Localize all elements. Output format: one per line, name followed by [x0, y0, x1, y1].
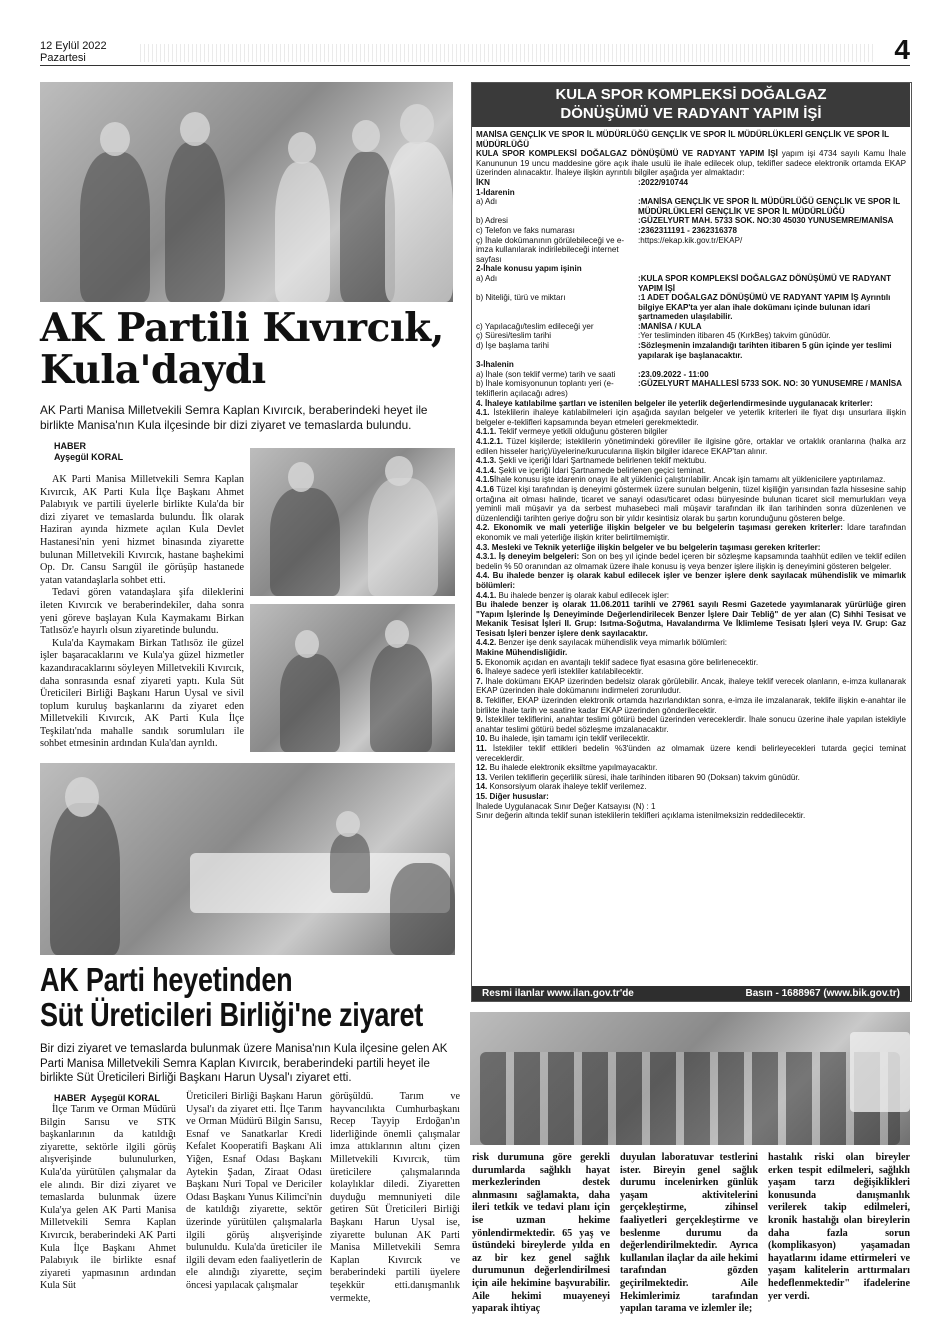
ilan-info-key: 1-İdarenin: [476, 187, 515, 197]
article3-col3: hastalık riski olan bireyler erken tespit edilmeleri, sağlıklı yaşam tarzı değişiklikleri konusunda danışmanlık verilerek takip edilmeleri, kronik hastalığı olan bireylerin daha fazla sorun (komplikasyon) yaşamadan hayatlarını idame ettirmeleri ve yaşam kalitelerin arttırmaları hedeflenmektedir" ifadelerine yer verdi.: [768, 1152, 910, 1302]
article3-col1: risk durumuna göre gerekli durumlarda sağlıklı hayat merkezlerinden destek alınmasını sağlamakta, daha ileri tetkik ve tedavi planı için ise uzman hekime yönlendirmektedir. 65 yaş ve üstündeki bireylerde yılda en az bir kez genel sağlık durumunun değerlendirilmesi için aile hekimine başvurabilir. Aile hekimi muayeneyi yaparak ihtiyaç: [472, 1152, 610, 1315]
ilan-info-row: [476, 322, 906, 332]
issue-weekday: Pazartesi: [40, 52, 86, 64]
ilan-info-key: d) İşe başlama tarihi: [476, 341, 549, 351]
ilan-info-row: [476, 236, 906, 265]
article2-title: AK Parti heyetinden Süt Üreticileri Birliği'ne ziyaret: [40, 961, 424, 1033]
photo-group: [470, 1012, 910, 1145]
page-number: 4: [894, 34, 910, 65]
ilan-info-row: [476, 360, 906, 370]
ilan-footer: [472, 986, 910, 1001]
article1-title: AK Partili Kıvırcık, Kula'daydı: [40, 305, 444, 393]
ilan-info-row: [476, 331, 906, 341]
ilan-condition: 4.1.3. Şekli ve içeriği İdari Şartnamede belirlenen teklif mektubu.: [476, 456, 707, 466]
ilan-info-key: 2-İhale konusu yapım işinin: [476, 264, 582, 274]
ilan-info-value: :MANİSA GENÇLİK VE SPOR İL MÜDÜRLÜĞÜ GENÇLİK VE SPOR İL MÜDÜRLÜKLERİ GENÇLİK VE SPOR İL MÜDÜRLÜĞÜ: [638, 197, 901, 216]
ilan-body: [476, 130, 906, 821]
ilan-info-row: [476, 264, 906, 274]
ilan-condition: 4.1.1. Teklif vermeye yetkili olduğunu gösteren bilgiler: [476, 427, 668, 437]
ilan-condition: Sınır değerin altında teklif sunan isteklilerin teklifleri açıklama istenilmeksizin reddedilecektir.: [476, 811, 806, 821]
ilan-condition: 6. İhaleye sadece yerli istekliler katılabilecektir.: [476, 667, 644, 677]
ilan-condition: 14. Konsorsiyum olarak ihaleye teklif verilemez.: [476, 782, 647, 792]
ilan-condition: 4.4.2. Benzer işe denk sayılacak mühendislik veya mimarlık bölümleri:: [476, 638, 728, 648]
ilan-info-row: [476, 197, 906, 216]
ilan-condition: 4.3.1. İş deneyim belgeleri: Son on beş yıl içinde bedel içeren bir sözleşme kapsamında taahhüt edilen ve teklif edilen bedelin % 50 oranından az olmamak üzere ihale konusu iş veya benzer işlere ilişkin iş deneyimini gösteren belgeler.: [476, 552, 906, 571]
ilan-condition: Makine Mühendisliğidir.: [476, 648, 568, 658]
issue-date: 12 Eylül 2022: [40, 40, 107, 52]
header-hatch: [140, 44, 875, 62]
ilan-condition: 4.1.4. Şekli ve içeriği İdari Şartnamede belirlenen geçici teminat.: [476, 465, 706, 475]
ilan-condition: 7. İhale dokümanı EKAP üzerinden bedelsiz olarak görülebilir. Ancak, ihaleye teklif verecek olanların, e-imza kullanarak EKAP üzerinden ihale dokümanını indirmeleri zorunludur.: [476, 676, 906, 696]
article2-col1: İlçe Tarım ve Orman Müdürü Bilgin Sarısu ve STK başkanlarının da katıldığı ziyarette, sektörle ilgili görüş alışverişinde bulunulurken, Kula'da yürütülen çalışmalar da ele alındı. Bir dizi ziyaret ve temaslarda bulunmak üzere Kula'ya gelen AK Parti Manisa Milletvekili Semra Kaplan Kıvırcık, beraberindeki AK Parti Kula İlçe Başkanı Ahmet Palabıyık ile birlikte esnaf ziyareti yapmasının ardından Kula Süt: [40, 1104, 176, 1292]
ilan-info-row: [476, 226, 906, 236]
ilan-condition: 8. Teklifler, EKAP üzerinden elektronik ortamda hazırlandıktan sonra, e-imza ile imzalanarak, teklife ilişkin e-anahtar ile birlikte ihale tarih ve saatine kadar EKAP üzerinden gönderilecektir.: [476, 696, 906, 715]
photo-handshake-elder: [250, 448, 455, 596]
ilan-condition: 4.4.1. Bu ihalede benzer iş olarak kabul edilecek işler:: [476, 590, 670, 600]
ilan-info-value: :GÜZELYURT MAH. 5733 SOK. NO:30 45030 YUNUSEMRE/MANİSA: [638, 216, 894, 226]
article3-col2: duyulan laboratuvar testlerini ister. Bireyin genel sağlık durumu incelenirken günlük yaşam aktivitelerini gerçekleştirme, zihinsel faaliyetleri gerçekleştirme ve beslenme durumu da değerlendirilmektedir. Ayrıca kullanılan ilaçlar da aile hekimi tarafından gözden geçirilmektedir. Aile Hekimlerimiz tarafından yapılan tarama ve izlemler ile;: [620, 1152, 758, 1315]
ilan-info-key: c) Telefon ve faks numarası: [476, 225, 575, 235]
ilan-info-value: :1 ADET DOĞALGAZ DÖNÜŞÜMÜ VE RADYANT YAPIM İŞ Ayrıntılı bilgiye EKAP'ta yer alan ihale dokümanı içinde bulunan idari şartnameden ulaşılabilir.: [638, 293, 891, 322]
ilan-condition: 4.2. Ekonomik ve mali yeterliğe ilişkin belgeler ve bu belgelerin taşıması gereken kriterler: İdare tarafından ekonomik ve mali yeterliğe ilişkin kriter belirtilmemiştir.: [476, 523, 906, 542]
ilan-condition: 13. Verilen tekliflerin geçerlilik süresi, ihale tarihinden itibaren 90 (Doksan) takvim günüdür.: [476, 772, 800, 782]
ilan-condition: 9. İstekliler tekliflerini, anahtar teslimi götürü bedel üzerinden vereceklerdir. İhale sonucu üzerine ihale yapılan istekliyle anahtar teslimi götürü bedel sözleşme imzalanacaktır.: [476, 715, 906, 734]
ilan-info-key: b) İhale komisyonunun toplantı yeri (e-tekliflerin açılacağı adres): [476, 379, 614, 399]
ilan-condition: Bu ihalede benzer iş olarak 11.06.2011 tarihli ve 27961 sayılı Resmi Gazetede yayımlanarak yürürlüğe giren "Yapım İşlerinde İş Deneyiminde Değerlendirilecek Benzer İşlere Dair Tebliğ" de yer alan (C) Sıhhi Tesisat ve Mekanik Tesisat İşleri II. Grup: Isıtma-Soğutma, Havalandırma Ve İklimleme Tesisatı İşleri veya IV. Grup: Gaz Tesisatı İşleri benzer işlere denk sayılacaktır.: [476, 600, 906, 638]
ilan-info-row: [476, 216, 906, 226]
ilan-condition: 4.3. Mesleki ve Teknik yeterliğe ilişkin belgeler ve bu belgelerin taşıması gereken kriterler:: [476, 542, 821, 552]
article2-col3: görüşüldü. Tarım ve hayvancılıkta Cumhurbaşkanı Recep Tayyip Erdoğan'ın liderliğinde önemli çalışmalar imza attıklarının altını çizen Milletvekili Kıvırcık, tüm üreticilere çalışmalarında kolaylıklar diledi. Ziyaretten duyduğu memnuniyeti dile getiren Süt Üreticileri Birliği Başkanı Harun Uysal ise, ziyarette bulunan AK Parti Manisa Milletvekili Semra Kaplan Kıvırcık ve beraberindeki partili üyelere teşekkür etti.danışmanlık vermekte,: [330, 1091, 460, 1304]
ilan-info-value: :KULA SPOR KOMPLEKSİ DOĞALGAZ DÖNÜŞÜMÜ VE RADYANT YAPIM İŞİ: [638, 273, 892, 293]
ilan-info-row: [476, 178, 906, 188]
ilan-intro: KULA SPOR KOMPLEKSİ DOĞALGAZ DÖNÜŞÜMÜ VE RADYANT YAPIM İŞİ yapım işi 4734 sayılı Kamu İhale Kanununun 19 uncu maddesine göre açık ihale usulü ile ihale edilecek olup, teklifler sadece elektronik ortamda EKAP üzerinden alınacaktır. İhaleye ilişkin ayrıntılı bilgiler aşağıda yer almaktadır:: [476, 149, 906, 178]
ilan-info-value: [638, 360, 906, 370]
ilan-info-row: [476, 188, 906, 198]
ilan-info-key: a) Adı: [476, 273, 498, 283]
article2-byline: HABER Ayşegül KORAL: [54, 1093, 160, 1103]
ilan-info-key: b) Niteliği, türü ve miktarı: [476, 293, 566, 303]
ilan-info-row: [476, 274, 906, 293]
ilan-info-key: ç) Süresi/teslim tarihi: [476, 331, 552, 341]
ilan-footer-right: Basın - 1688967 (www.bik.gov.tr): [745, 988, 900, 999]
article2-lead: Bir dizi ziyaret ve temaslarda bulunmak üzere Manisa'nın Kula ilçesine gelen AK Parti Manisa Milletvekili Semra Kaplan Kıvırcık, beraberindeki partili heyet ile birlikte Süt Üreticileri Birliği Başkanı Harun Uysal'ı ziyaret etti.: [40, 1043, 448, 1084]
ilan-info-value: :2022/910744: [638, 177, 688, 187]
ilan-title: KULA SPOR KOMPLEKSİ DOĞALGAZ DÖNÜŞÜMÜ VE RADYANT YAPIM İŞİ: [472, 83, 910, 127]
ilan-info-row: [476, 341, 906, 360]
article2-col2: Üreticileri Birliği Başkanı Harun Uysal'ı da ziyaret etti. İlçe Tarım ve Orman Müdürü Bilgin Sarısu, Esnaf ve Sanatkarlar Kredi Kefalet Kooperatifi Başkanı Ali Yiğen, Esnaf Odası Başkanı Aytekin Şadan, Ziraat Odası Başkanı Nuri Topal ve Dericiler Odası Başkanı Yunus Kilimci'nin de katıldığı ziyarette, sektör üzerinde yürütülen çalışmalarla ilgili görüş alışverişinde bulunuldu. Kula'da üreticiler ile ilgili devam eden faaliyetlerin de ele alındığı ziyarette, seçim öncesi yapılacak çalışmalar: [186, 1091, 322, 1291]
article1-body: [40, 474, 244, 751]
ilan-info-value: :MANİSA / KULA: [638, 321, 702, 331]
ilan-info-value: :Yer tesliminden itibaren 45 (KırkBeş) takvim günüdür.: [638, 331, 831, 341]
ilan-condition: İhalede Uygulanacak Sınır Değer Katsayısı (N) : 1: [476, 801, 656, 811]
ilan-info-value: :GÜZELYURT MAHALLESİ 5733 SOK. NO: 30 YUNUSEMRE / MANİSA: [638, 379, 902, 389]
ilan-info-key: c) Yapılacağı/teslim edileceği yer: [476, 321, 594, 331]
ilan-info-key: 3-İhalenin: [476, 360, 514, 370]
article1-paragraph: Kula'da Kaymakam Birkan Tatlısöz ile güzel işler başaracaklarını ve Kula'ya güzel hizmetler kazandıracaklarını söyleyen Milletvekili Kıvırcık, daha sonrasında esnaf ziyareti yaptı. Kula Süt Üreticileri Birliği Başkanı Harun Uysal ve sivil toplum kuruluş başkanlarını da ziyaret eden Milletvekili Kıvırcık, AK Parti Kula İlçe Teşkilatı'nda mahalle sandık sorumluları ile sohbet etmesinin ardından Kula'dan ayrıldı.: [40, 637, 244, 750]
ilan-condition: 12. Bu ihalede elektronik eksiltme yapılmayacaktır.: [476, 763, 658, 773]
ilan-authority: MANİSA GENÇLİK VE SPOR İL MÜDÜRLÜĞÜ GENÇLİK VE SPOR İL MÜDÜRLÜKLERİ GENÇLİK VE SPOR İL MÜDÜRLÜĞÜ: [476, 130, 889, 149]
photo-street-greeting: [250, 604, 455, 752]
ilan-info-key: a) Adı: [476, 197, 498, 207]
ilan-info-value: :https://ekap.kik.gov.tr/EKAP/: [638, 235, 743, 245]
article1-byline: HABER Ayşegül KORAL: [54, 441, 124, 462]
ilan-condition: 4.1.2.1. Tüzel kişilerde; isteklilerin yönetimindeki görevliler ile ilgisine göre, ortaklar ve ortaklık oranlarına (halka arz edilen hisseler hariç)/üyelerine/kurucularına ilişkin bilgiler idarece EKAP'tan alınır.: [476, 437, 906, 456]
ilan-info-key: b) Adresi: [476, 216, 508, 226]
ilan-info-row: [476, 379, 906, 398]
article1-paragraph: Tedavi gören vatandaşlara şifa dileklerini ileten Kıvırcık ve beraberindekiler, daha sonra yeni göreve başlayan Kula Kaymakamı Birkan Tatlısöz'e hayırlı olsun ziyaretinde bulundu.: [40, 587, 244, 637]
ilan-info-value: :23.09.2022 - 11:00: [638, 369, 709, 379]
ilan-condition: 10. Bu ihalede, işin tamamı için teklif verilecektir.: [476, 734, 650, 744]
ilan-condition: 5. Ekonomik açıdan en avantajlı teklif sadece fiyat esasına göre belirlenecektir.: [476, 657, 759, 667]
ilan-info-key: İKN: [476, 177, 490, 187]
ilan-condition: 11. İstekliler teklif ettikleri bedelin %3'ünden az olmamak üzere kendi belirleyecekleri tutarda geçici teminat vereceklerdir.: [476, 744, 906, 763]
ilan-info-value: :2362311191 - 2362316378: [638, 225, 738, 235]
header-rule: [40, 65, 910, 66]
ilan-condition: 4.1.6 Tüzel kişi tarafından iş deneyimi göstermek üzere sunulan belgenin, tüzel kişiliğin yarısından fazla hissesine sahip ortağına ait olması halinde, ticaret ve sanayi odası/ticaret odası bünyesinde bulunan ticaret sicil memurlukları veya yeminli mali müşavir ya da serbest muhasebeci mali müşavir tarafından ilk ilan tarihinden sonra düzenlenen ve düzenlendiği tarihten geriye doğru son bir yıldır kesintisiz olarak bu şartın korunduğunu gösteren belge.: [476, 484, 906, 523]
ilan-info-value: [638, 188, 906, 198]
ilan-conditions: [476, 399, 906, 821]
article1-lead: AK Parti Manisa Milletvekili Semra Kaplan Kıvırcık, beraberindeki heyet ile birlikte Manisa'nın Kula ilçesinde bir dizi ziyaret ve temaslarda bulundu.: [40, 403, 428, 432]
article1-paragraph: AK Parti Manisa Milletvekili Semra Kaplan Kıvırcık, AK Parti Kula İlçe Başkanı Ahmet Palabıyık ve partili üyelerle birlikte Kula'da bir dizi ziyaret ve temaslarda bulundu. İlk olarak Haziran ayında hizmete açılan Kula Devlet Hastanesi'nin yeni hizmet binasında ziyarette bulunan Milletvekili Kıvırcık, hastane başhekimi Op. Dr. Cansu Sarıgül ile görüşüp hastanede yatan vatandaşlarla sohbet etti.: [40, 474, 244, 586]
photo-meeting-room: [40, 763, 455, 955]
photo-hospital-visit: [40, 82, 453, 302]
ilan-info-row: [476, 370, 906, 380]
ilan-info-value: [638, 264, 906, 274]
ilan-info-table: [476, 178, 906, 399]
ilan-info-key: a) İhale (son teklif verme) tarih ve saati: [476, 369, 616, 379]
ilan-footer-left: Resmi ilanlar www.ilan.gov.tr'de: [482, 988, 634, 999]
ilan-info-key: ç) İhale dokümanının görülebileceği ve e-imza kullanılarak indirilebileceği internet sayfası: [476, 235, 625, 264]
ilan-condition: 15. Diğer hususlar:: [476, 791, 549, 801]
ilan-info-row: [476, 293, 906, 322]
ilan-condition: 4.1.5İhale konusu işte idarenin onayı ile alt yüklenici çalıştırılabilir. Ancak işin tamamı alt yüklenicilere yaptırılamaz.: [476, 475, 886, 485]
ilan-condition: 4.4. Bu ihalede benzer iş olarak kabul edilecek işler ve benzer işlere denk sayılacak mühendislik ve mimarlık bölümleri:: [476, 571, 906, 590]
ilan-info-value: :Sözleşmenin imzalandığı tarihten itibaren 5 gün içinde yer teslimi yapılarak işe başlanacaktır.: [638, 341, 892, 360]
ilan-condition: 4.1. İsteklilerin ihaleye katılabilmeleri için aşağıda sayılan belgeler ve yeterlik kriterleri ile fiyat dışı unsurlara ilişkin belgeler e-teklifleri kapsamında beyan etmeleri gerekmektedir.: [476, 408, 906, 427]
ilan-condition: 4. İhaleye katılabilme şartları ve istenilen belgeler ile yeterlik değerlendirmesinde uygulanacak kriterler:: [476, 398, 873, 408]
